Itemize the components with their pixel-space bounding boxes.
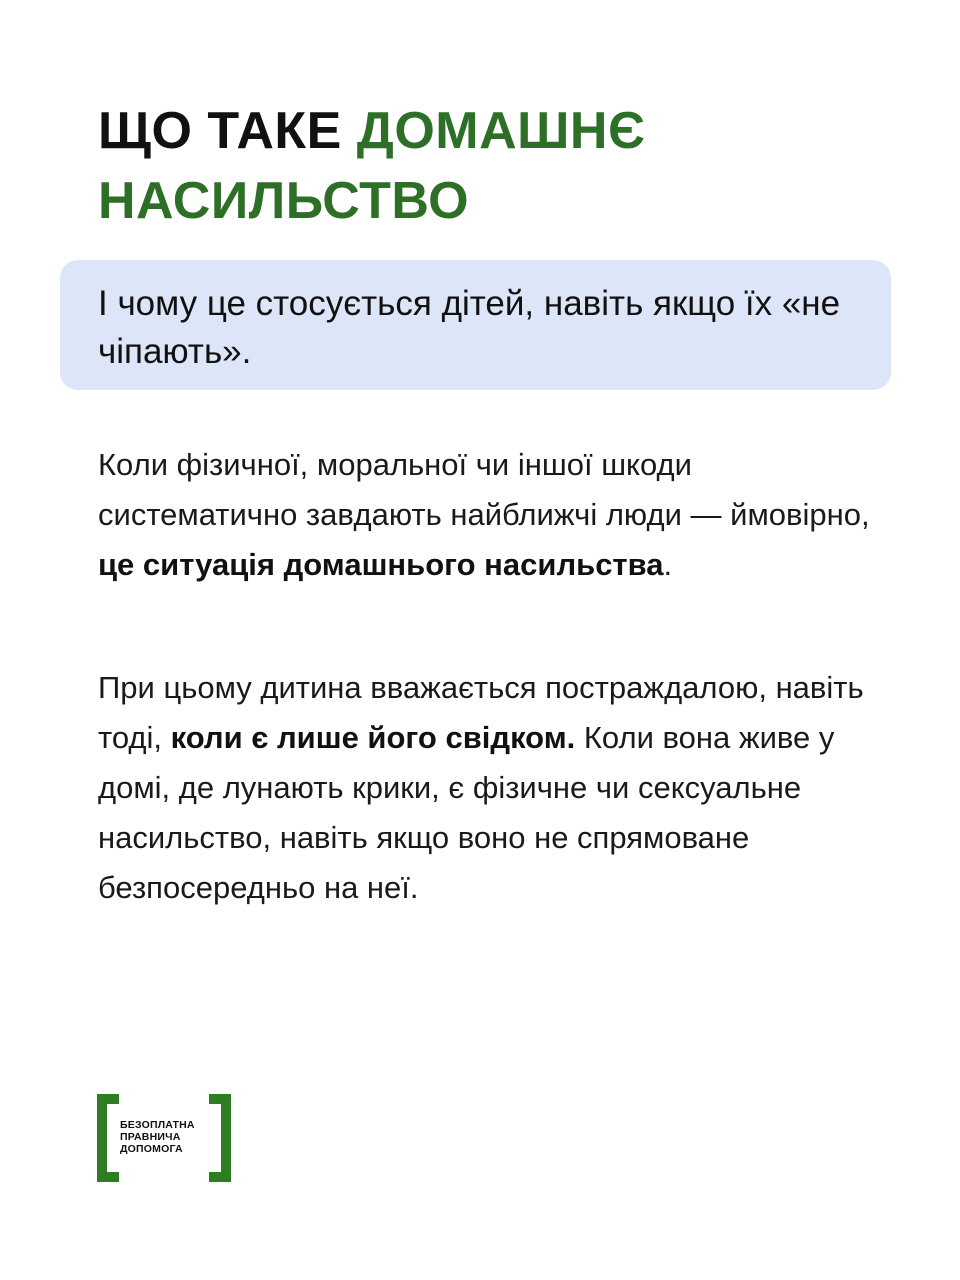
paragraph-child-victim-text: При цьому дитина вважається постраждалою, навіть тоді, <box>98 670 864 755</box>
title-part-black: ЩО ТАКЕ <box>98 102 357 160</box>
page-title <box>98 96 898 236</box>
legal-aid-logo <box>97 1094 231 1182</box>
logo-line-2: ПРАВНИЧА <box>120 1131 181 1143</box>
subtitle-box <box>60 260 891 390</box>
logo-line-1: БЕЗОПЛАТНА <box>120 1119 195 1131</box>
paragraph-definition-bold: це ситуація домашнього насильства <box>98 547 664 582</box>
subtitle: І чому це стосується дітей, навіть якщо їх «не чіпають». <box>98 284 841 371</box>
paragraph-child-victim <box>98 663 878 913</box>
logo-text <box>120 1119 212 1155</box>
logo-line-3: ДОПОМОГА <box>120 1143 183 1155</box>
paragraph-definition-text: Коли фізичної, моральної чи іншої шкоди систематично завдають найближчі люди — ймовірно, <box>98 447 870 532</box>
paragraph-definition-end: . <box>663 547 673 582</box>
logo-right-bracket <box>209 1094 231 1182</box>
logo-left-bracket <box>97 1094 119 1182</box>
paragraph-definition <box>98 440 878 590</box>
paragraph-child-victim-end: Коли вона живе у домі, де лунають крики, є фізичне чи сексуальне насильство, навіть якщо воно не спрямоване безпосередньо на неї. <box>98 720 835 905</box>
paragraph-child-victim-bold: коли є лише його свідком. <box>170 720 576 755</box>
title-part-green: ДОМАШНЄ НАСИЛЬСТВО <box>98 102 646 230</box>
